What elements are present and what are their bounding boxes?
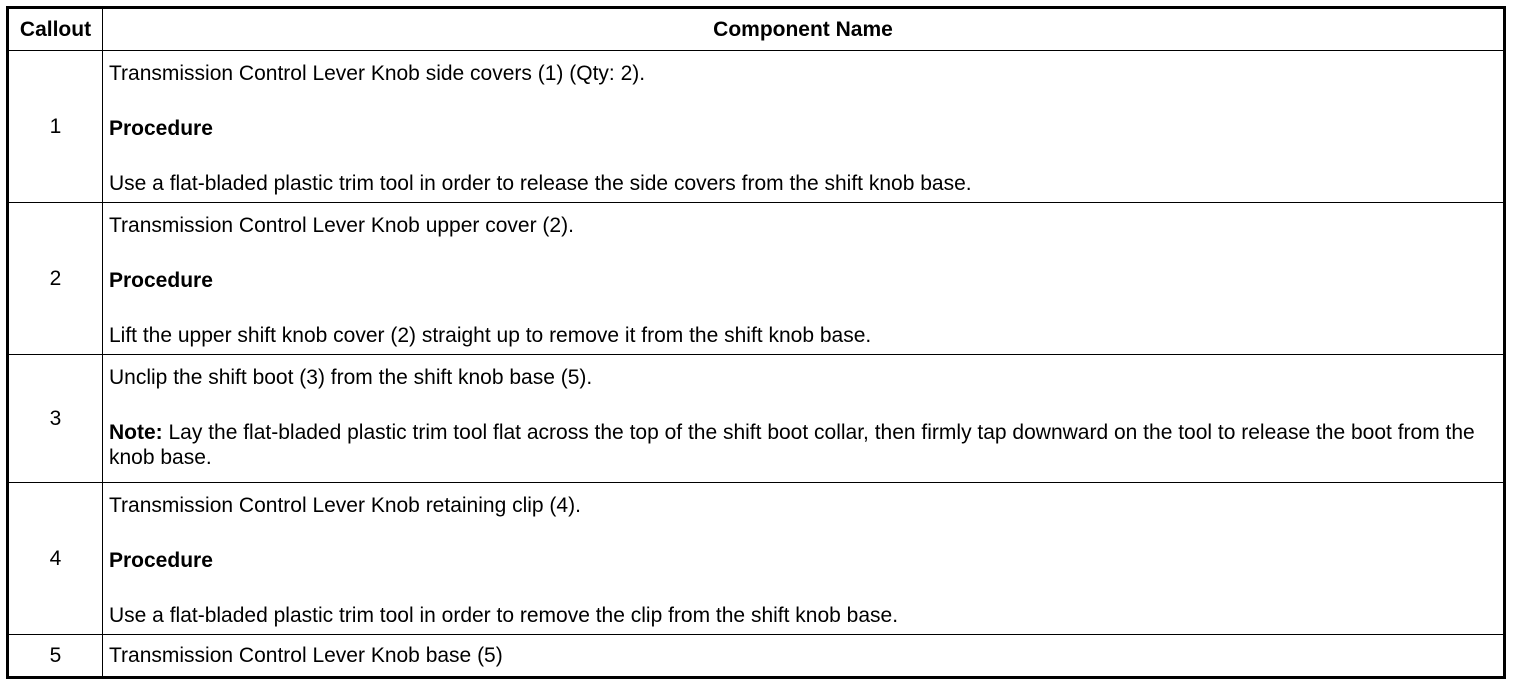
component-name: Transmission Control Lever Knob upper cover (2). (109, 214, 574, 237)
table-row (9, 634, 1503, 676)
component-cell (103, 635, 1503, 676)
callout-cell: 2 (9, 203, 103, 354)
header-component-name: Component Name (713, 18, 893, 41)
component-name: Transmission Control Lever Knob base (5) (109, 644, 503, 667)
note-paragraph (109, 420, 1497, 470)
procedure-text: Use a flat-bladed plastic trim tool in order to remove the clip from the shift knob base. (109, 604, 899, 627)
procedure-label: Procedure (109, 269, 213, 292)
component-cell (103, 483, 1503, 634)
procedure-text: Use a flat-bladed plastic trim tool in order to release the side covers from the shift knob base. (109, 172, 972, 195)
table-row (9, 482, 1503, 634)
procedure-label: Procedure (109, 549, 213, 572)
callout-cell: 5 (9, 635, 103, 676)
procedure-text: Lift the upper shift knob cover (2) straight up to remove it from the shift knob base. (109, 324, 872, 347)
table-row (9, 50, 1503, 202)
note-text: Lay the flat-bladed plastic trim tool flat across the top of the shift boot collar, then firmly tap downward on the tool to release the boot from the knob base. (109, 421, 1475, 469)
note-label: Note: (109, 421, 163, 444)
table-header-row (9, 9, 1503, 50)
callout-cell: 4 (9, 483, 103, 634)
component-cell (103, 51, 1503, 202)
component-name: Transmission Control Lever Knob retaining clip (4). (109, 494, 581, 517)
component-name: Transmission Control Lever Knob side covers (1) (Qty: 2). (109, 62, 646, 85)
table-row (9, 354, 1503, 482)
component-table (6, 6, 1506, 679)
callout-cell: 3 (9, 355, 103, 482)
component-name: Unclip the shift boot (3) from the shift knob base (5). (109, 366, 593, 389)
table-row (9, 202, 1503, 354)
procedure-label: Procedure (109, 117, 213, 140)
callout-cell: 1 (9, 51, 103, 202)
component-cell (103, 355, 1503, 482)
header-callout: Callout (9, 9, 103, 50)
component-cell (103, 203, 1503, 354)
